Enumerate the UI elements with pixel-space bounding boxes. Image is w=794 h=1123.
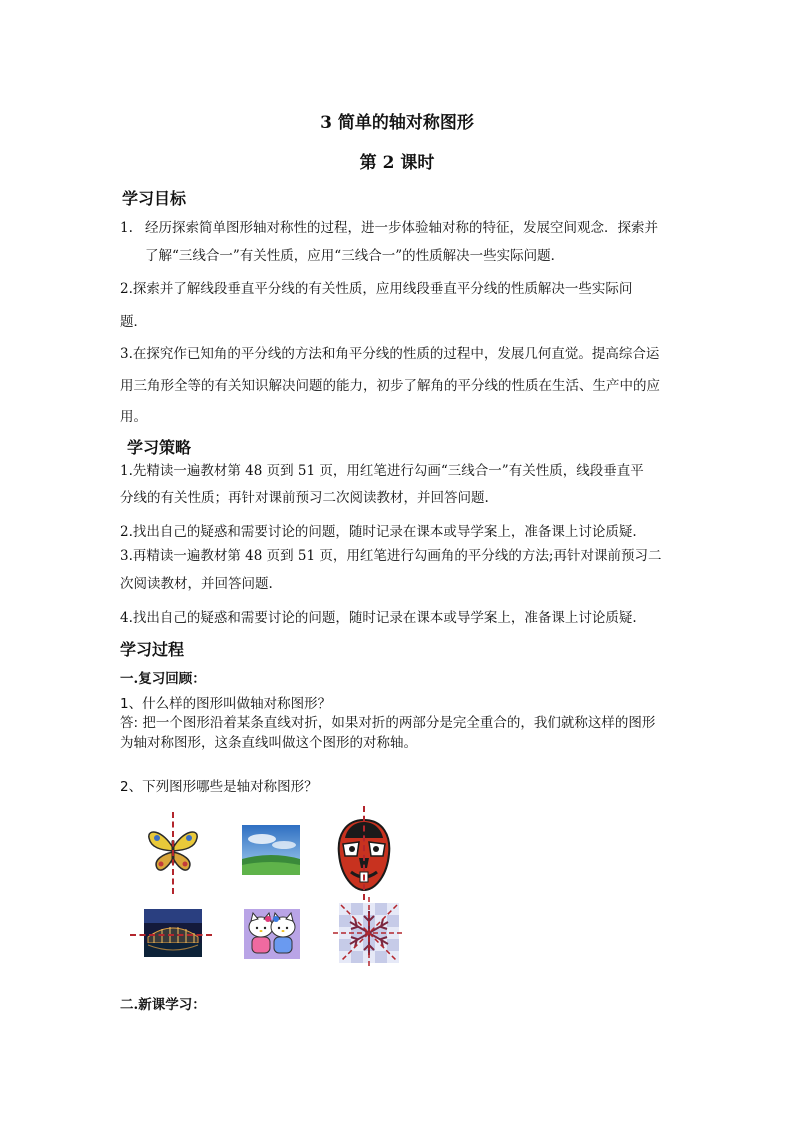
goal-2-line-2: 题． [120, 314, 147, 330]
strategy-1-line-1: 1.先精读一遍教材第 48 页到 51 页，用红笔进行勾画“三线合一”有关性质，线段垂直平 [120, 463, 644, 479]
goal-1-line-1: 经历探索简单图形轴对称性的过程，进一步体验轴对称的特征，发展空间观念．探索并 [145, 220, 658, 236]
goal-1-line-2: 了解“三线合一”有关性质，应用“三线合一”的性质解决一些实际问题． [145, 248, 565, 264]
question-2: 2、下列图形哪些是轴对称图形？ [120, 779, 318, 795]
butterfly-symmetry-axis [172, 812, 174, 894]
snowflake-icon [333, 897, 405, 969]
lesson-subtitle: 第 2 课时 [359, 153, 435, 173]
opera-mask-symmetry-axis [363, 806, 365, 900]
strategy-4: 4.找出自己的疑惑和需要讨论的问题，随时记录在课本或导学案上，准备课上讨论质疑. [120, 610, 637, 626]
strategy-3-line-1: 3.再精读一遍教材第 48 页到 51 页，用红笔进行勾画角的平分线的方法;再针对课前预习二 [120, 548, 662, 564]
answer-1-line-2: 为轴对称图形，这条直线叫做这个图形的对称轴。 [120, 735, 417, 751]
answer-1-line-1: 答: 把一个图形沿着某条直线对折，如果对折的两部分是完全重合的，我们就称这样的图形 [120, 715, 656, 731]
process-heading: 学习过程 [120, 640, 185, 659]
review-heading: 一.复习回顾： [120, 671, 206, 687]
goal-3-line-1: 3.在探究作已知角的平分线的方法和角平分线的性质的过程中，发展几何直觉。提高综合运 [120, 346, 660, 362]
question-1: 1、什么样的图形叫做轴对称图形？ [120, 696, 332, 712]
lesson-title: 3 简单的轴对称图形 [320, 113, 474, 133]
strategy-1-line-2: 分线的有关性质；再针对课前预习二次阅读教材，并回答问题. [120, 490, 489, 506]
goals-heading: 学习目标 [122, 189, 187, 208]
landscape-icon [242, 825, 300, 875]
strategy-3-line-2: 次阅读教材，并回答问题. [120, 576, 273, 592]
night-building-icon [144, 909, 202, 957]
goal-3-line-2: 用三角形全等的有关知识解决问题的能力，初步了解角的平分线的性质在生活、生产中的应 [120, 378, 660, 394]
building-symmetry-axis [130, 934, 212, 936]
goal-2-line-1: 2.探索并了解线段垂直平分线的有关性质，应用线段垂直平分线的性质解决一些实际问 [120, 281, 633, 297]
new-lesson-heading: 二.新课学习： [120, 997, 206, 1013]
strategy-heading: 学习策略 [127, 438, 192, 457]
goal-3-line-3: 用。 [120, 409, 147, 425]
goal-1-number: 1. [120, 220, 133, 236]
strategy-2: 2.找出自己的疑惑和需要讨论的问题，随时记录在课本或导学案上，准备课上讨论质疑. [120, 524, 637, 540]
hello-kitty-icon [244, 909, 300, 959]
